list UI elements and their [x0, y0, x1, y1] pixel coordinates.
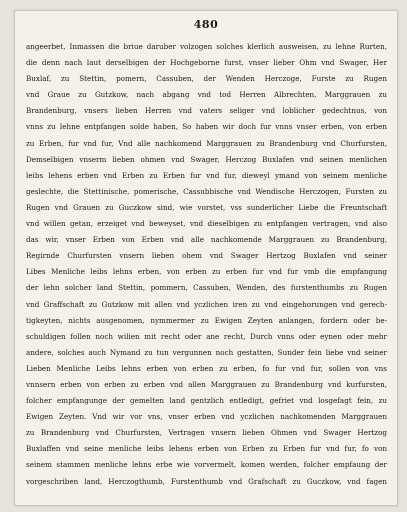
text-line: Demselbigen vnserm lieben ohmen vnd Swager, Herczog Buxlafen vnd seinen menlichen	[26, 154, 387, 164]
body-text	[26, 39, 387, 490]
text-line: zu Brandenburg vnd Churfursten, Vertragen vnsern lieben Ohmen vnd Swager Hertzog	[26, 428, 387, 438]
text-line: Ewigen Zeyten. Vnd wir vor vns, vnser erben vnd yczlichen nachkomenden Marggrauen	[26, 412, 387, 422]
text-line: folcher empfangunge der gemelten land gentzlich entledigt, gefriet vnd losgefagt fein, zu	[26, 396, 387, 406]
text-line: Buxlaf, zu Stettin, pomern, Cassuben, der Wenden Herczoge, Furste zu Rugen	[26, 74, 387, 84]
text-line: tigkeyten, nichts ausgenomen, nymmermer zu Ewigen Zeyten anlangen, fordern oder be-	[26, 315, 387, 325]
text-line: vnnsern erben von erben zu erben vnd allen Marggrauen zu Brandenburg vnd kurfursten,	[26, 379, 387, 389]
text-line: geslechte, die Stettinische, pomerische, Cassubbische vnd Wendische Herczogen, Fursten zu	[26, 186, 387, 196]
text-line: vnd Graffschaft zu Gutzkow mit allen vnd yczlichen iren zu vnd eingehorungen vnd gerech-	[26, 299, 387, 309]
text-line: vnd Graue zu Gutzkow, nach abgang vnd tod Herren Albrechten, Marggrauen zu	[26, 90, 387, 100]
text-line: die denn nach laut derselbigen der Hochgeborne furst, vnser lieber Ohm vnd Swager, Her	[26, 58, 387, 68]
text-line: zu Erben, fur vnd fur, Vnd alle nachkomend Marggrauen zu Brandenburg vnd Churfursten,	[26, 138, 387, 148]
text-line: leibs lehens erben vnd Erben zu Erben fur vnd fur, dieweyl ymand von seinem menliche	[26, 170, 387, 180]
text-line: Regirnde Churfursten vnsern lieben ohem vnd Swager Hertzog Buxlafen vnd seiner	[26, 251, 387, 261]
text-line: schuldigen follen noch wilien mit recht oder ane recht, Durch vnns oder eynen oder mehr	[26, 331, 387, 341]
text-line: das wir, vnser Erben von Erben vnd alle nachkomende Marggrauen zu Brandenburg,	[26, 235, 387, 245]
text-line: vnd willen getan, erzeiget vnd beweyset, vnd dieselbigen zu entpfangen vertragen, vnd also	[26, 219, 387, 229]
text-line: Lieben Menliche Leibs lehns erben von erben zu erben, fo fur vnd fur, sollen von vns	[26, 363, 387, 373]
text-line: Buxlaffen vnd seine menliche leibs lehens erben von Erben zu Erben fur vnd fur, fo von	[26, 444, 387, 454]
text-line: Libes Menliche leibs lehns erben, von erben zu erben fur vnd fur vmb die empfangung	[26, 267, 387, 277]
text-line: seinem stammen menliche lehns erbe wie vorvermelt, komen werden, folcher empfaung der	[26, 460, 387, 470]
page-number: 480	[193, 18, 219, 31]
text-line: der lehn solcher land Stettin, pommern, Cassuben, Wenden, des furstenthumbs zu Rugen	[26, 283, 387, 293]
text-line: andere, solches auch Nymand zu tun vergunnen noch gestatten, Sunder fein liebe vnd seiner	[26, 347, 387, 357]
document-page	[14, 10, 398, 506]
text-line: Brandenburg, vnsers lieben Herren vnd vaters seliger vnd loblicher gedechtnus, von	[26, 106, 387, 116]
text-line: vorgeschriben land, Herczogthumb, Furstenthumb vnd Grafschaft zu Guczkow, vnd fagen	[26, 476, 387, 486]
text-line: vnns zu lehne entpfangen solde haben, So haben wir doch fur vnns vnser erben, von erben	[26, 122, 387, 132]
text-line: angeerbet, Inmassen die briue daruber volzogen solches klerlich ausweisen, zu lehne Rurten,	[26, 42, 387, 51]
text-line: Rugen vnd Grauen zu Guczkow sind, wie vorstet, vss sunderlicher Liebe die Freuntschaft	[26, 202, 387, 212]
